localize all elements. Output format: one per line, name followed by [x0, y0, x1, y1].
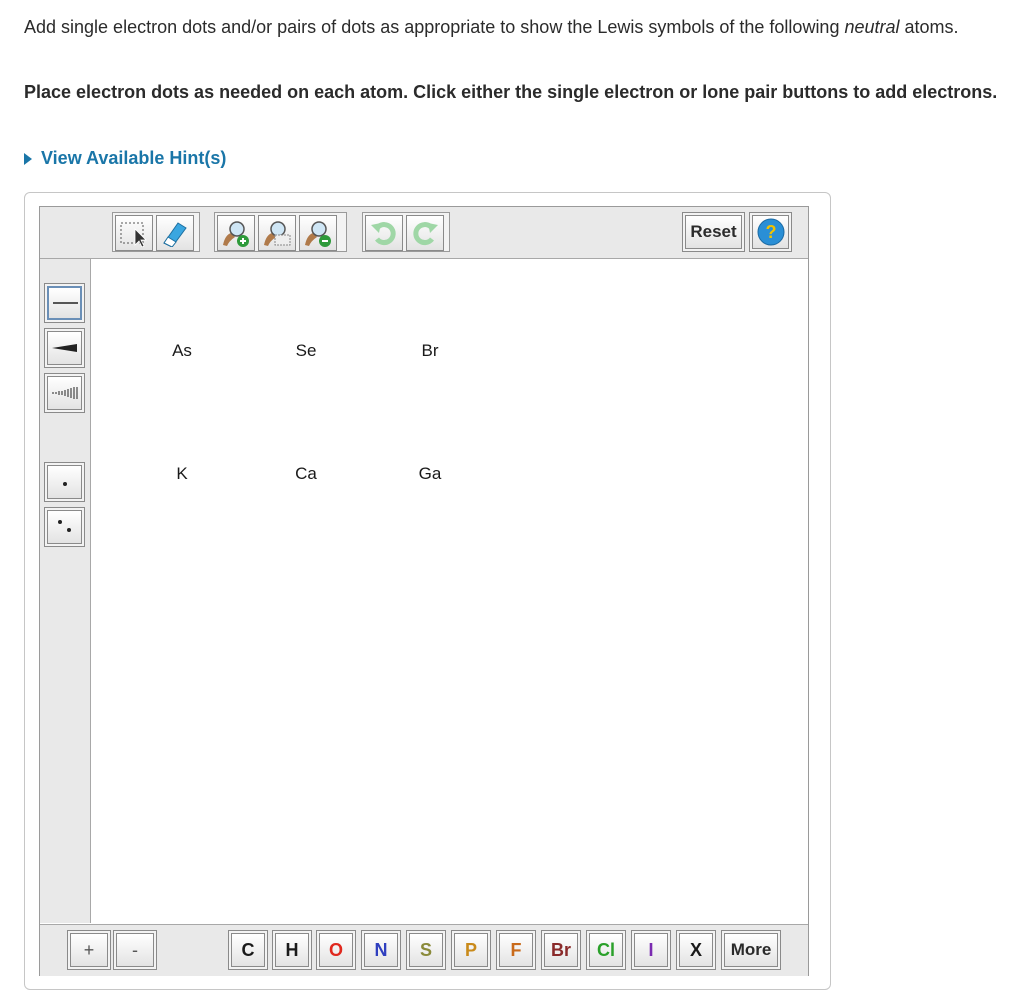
lone-pair-icon	[48, 511, 81, 543]
element-h-frame	[272, 930, 312, 970]
single-bond-icon	[49, 288, 82, 320]
more-elements-frame	[721, 930, 781, 970]
zoom-fit-button[interactable]	[258, 215, 296, 251]
element-cl-frame	[586, 930, 626, 970]
atom-gallium[interactable]: Ga	[418, 464, 442, 483]
element-c-button[interactable]: C	[231, 933, 265, 967]
left-toolbar	[40, 259, 91, 923]
molecule-editor	[39, 206, 809, 976]
wedge-bond-tool-frame	[44, 328, 85, 368]
history-tool-group	[362, 212, 450, 252]
help-icon	[756, 217, 786, 247]
instruction-bold: Place electron dots as needed on each atom. Click either the single electron or lone pair buttons to add electrons.	[24, 82, 998, 102]
single-electron-tool-frame	[44, 462, 85, 502]
element-n-frame	[361, 930, 401, 970]
zoom-in-small-button[interactable]: +	[70, 933, 108, 967]
element-f-frame	[496, 930, 536, 970]
bottom-toolbar	[40, 924, 808, 976]
help-button-frame	[749, 212, 792, 252]
element-i-frame	[631, 930, 671, 970]
element-p-frame	[451, 930, 491, 970]
element-x-frame	[676, 930, 716, 970]
more-elements-button[interactable]: More	[724, 933, 778, 967]
eraser-tool-button[interactable]	[156, 215, 194, 251]
element-h-button[interactable]: H	[275, 933, 309, 967]
select-icon	[119, 219, 149, 247]
element-s-button[interactable]: S	[409, 933, 443, 967]
element-f-button[interactable]: F	[499, 933, 533, 967]
single-bond-tool[interactable]	[47, 286, 82, 320]
hash-bond-tool-frame	[44, 373, 85, 413]
select-tool-group	[112, 212, 200, 252]
element-i-button[interactable]: I	[634, 933, 668, 967]
instruction-text	[24, 15, 1014, 39]
undo-icon	[369, 219, 399, 247]
element-o-frame	[316, 930, 356, 970]
select-tool-button[interactable]	[115, 215, 153, 251]
instruction-text-part1: Add single electron dots and/or pairs of dots as appropriate to show the Lewis symbols of the following	[24, 17, 845, 37]
zoom-in-button[interactable]	[217, 215, 255, 251]
atom-potassium[interactable]: K	[176, 464, 188, 483]
element-x-button[interactable]: X	[679, 933, 713, 967]
lone-pair-tool-frame	[44, 507, 85, 547]
zoom-out-button[interactable]	[299, 215, 337, 251]
wedge-bond-icon	[48, 332, 81, 364]
view-hints-link[interactable]	[24, 148, 226, 169]
element-p-button[interactable]: P	[454, 933, 488, 967]
element-br-button[interactable]: Br	[544, 933, 578, 967]
single-bond-tool-frame	[44, 283, 85, 323]
single-electron-tool[interactable]	[47, 465, 82, 499]
reset-button[interactable]: Reset	[685, 215, 742, 249]
element-c-frame	[228, 930, 268, 970]
eraser-icon	[160, 219, 190, 247]
element-cl-button[interactable]: Cl	[589, 933, 623, 967]
zoom-in-icon	[221, 219, 251, 247]
lone-pair-tool[interactable]	[47, 510, 82, 544]
single-electron-icon	[48, 466, 81, 498]
element-o-button[interactable]: O	[319, 933, 353, 967]
zoom-out-icon	[303, 219, 333, 247]
atom-selenium[interactable]: Se	[295, 341, 317, 360]
element-br-frame	[541, 930, 581, 970]
redo-button[interactable]	[406, 215, 444, 251]
wedge-bond-tool[interactable]	[47, 331, 82, 365]
element-s-frame	[406, 930, 446, 970]
view-hints-label: View Available Hint(s)	[41, 148, 227, 168]
reset-button-frame	[682, 212, 745, 252]
zoom-out-small-button[interactable]: -	[116, 933, 154, 967]
instruction-emphasis: neutral	[844, 17, 900, 37]
hash-bond-tool[interactable]	[47, 376, 82, 410]
zoom-fit-icon	[262, 219, 292, 247]
atom-bromine[interactable]: Br	[421, 341, 439, 360]
atom-arsenic[interactable]: As	[172, 341, 192, 360]
instruction-text-part2: atoms.	[899, 17, 959, 37]
zoom-out-frame	[113, 930, 157, 970]
top-toolbar	[40, 207, 808, 259]
svg-text:?: ?	[765, 222, 776, 242]
redo-icon	[410, 219, 440, 247]
zoom-in-frame	[67, 930, 111, 970]
triangle-right-icon	[24, 153, 32, 165]
hash-bond-icon	[48, 377, 81, 409]
undo-button[interactable]	[365, 215, 403, 251]
atom-calcium[interactable]: Ca	[295, 464, 317, 483]
zoom-tool-group	[214, 212, 347, 252]
help-button[interactable]	[752, 215, 789, 249]
element-n-button[interactable]: N	[364, 933, 398, 967]
